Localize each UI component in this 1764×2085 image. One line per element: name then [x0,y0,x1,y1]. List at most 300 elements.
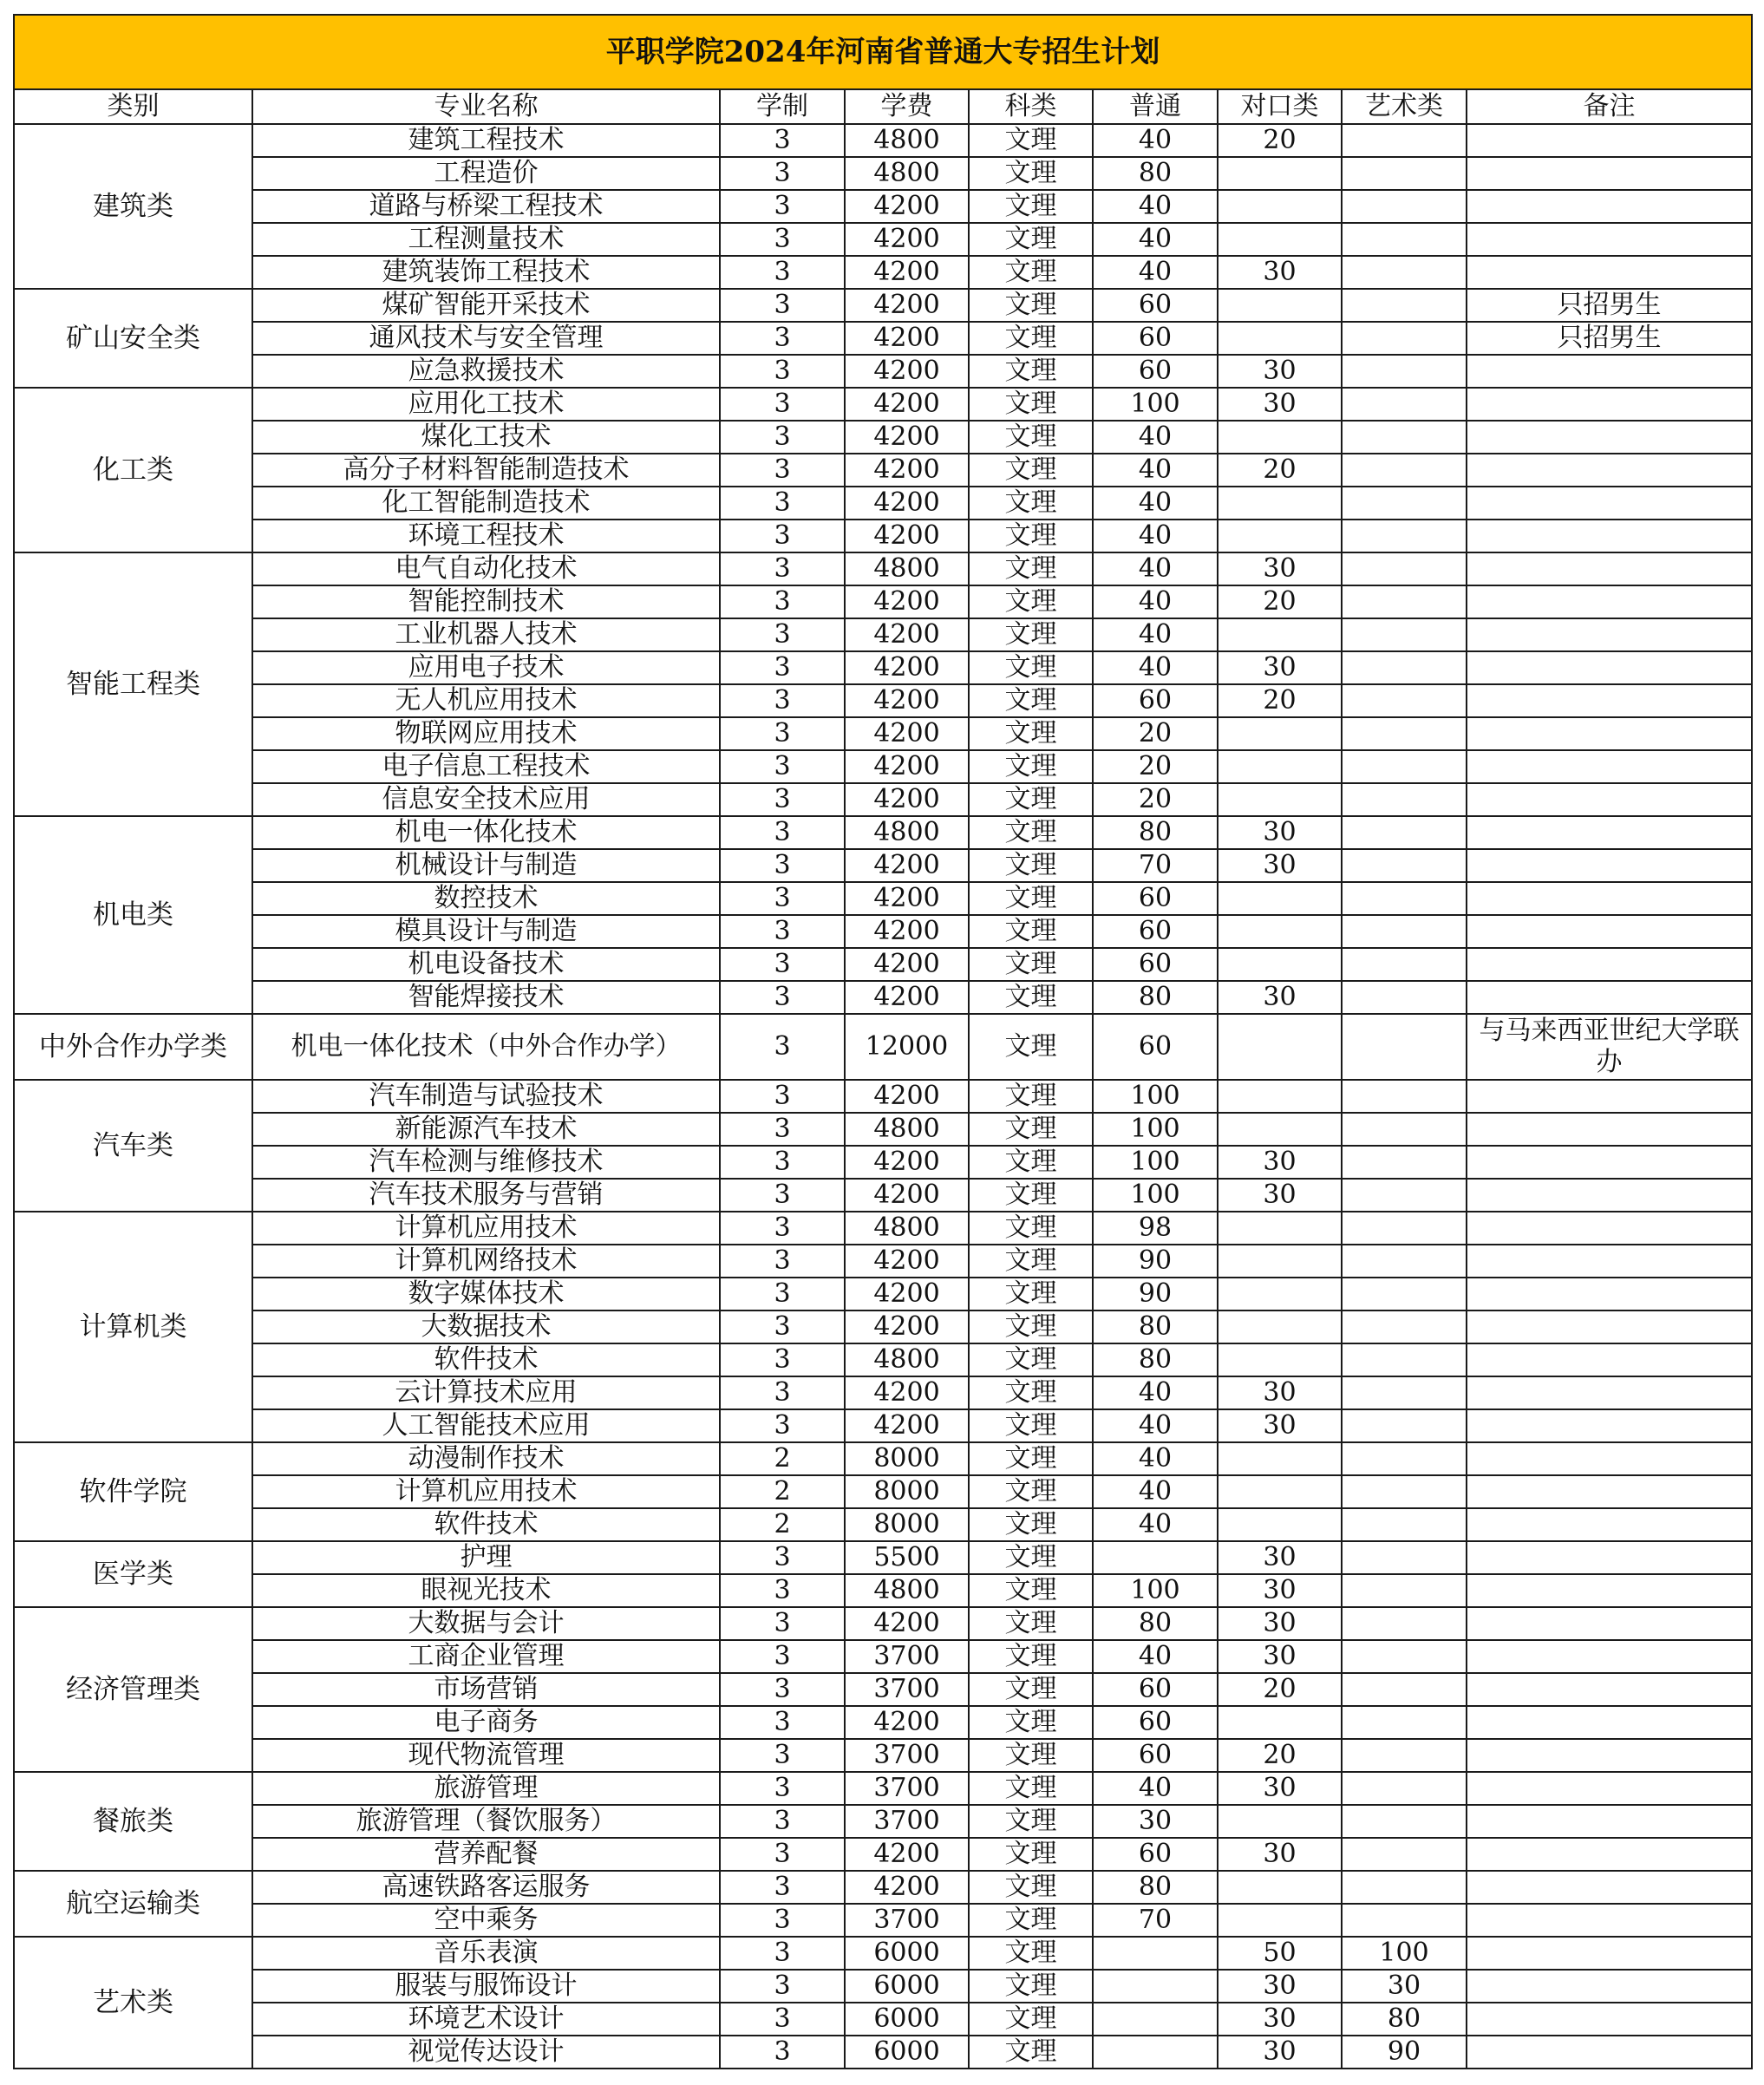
tuition-cell: 3700 [845,1739,969,1772]
duration-cell: 3 [720,882,845,915]
subject-type-cell: 文理 [969,421,1093,454]
regular-quota-cell: 20 [1093,750,1218,783]
regular-quota-cell: 40 [1093,421,1218,454]
major-name-cell: 大数据与会计 [252,1607,720,1640]
tuition-cell: 4200 [845,684,969,717]
tuition-cell: 4800 [845,1212,969,1245]
tuition-cell: 4800 [845,1343,969,1376]
remarks-cell: 只招男生 [1467,289,1752,322]
art-quota-cell [1342,1343,1467,1376]
art-quota-cell [1342,421,1467,454]
table-row [14,1475,1752,1508]
subject-type-cell: 文理 [969,1904,1093,1937]
vocational-quota-cell [1218,750,1342,783]
vocational-quota-cell [1218,322,1342,355]
regular-quota-cell: 40 [1093,520,1218,552]
table-row [14,124,1752,157]
duration-cell: 3 [720,1409,845,1442]
major-name-cell: 物联网应用技术 [252,717,720,750]
regular-quota-cell: 100 [1093,1113,1218,1146]
remarks-cell [1467,1343,1752,1376]
category-cell: 艺术类 [14,1937,252,2069]
remarks-cell [1467,1706,1752,1739]
subject-type-cell: 文理 [969,1574,1093,1607]
table-row [14,1212,1752,1245]
remarks-cell [1467,1805,1752,1838]
subject-type-cell: 文理 [969,618,1093,651]
remarks-cell [1467,1871,1752,1904]
tuition-cell: 6000 [845,1937,969,1970]
tuition-cell: 4200 [845,783,969,816]
duration-cell: 3 [720,1739,845,1772]
subject-type-cell: 文理 [969,1640,1093,1673]
major-name-cell: 信息安全技术应用 [252,783,720,816]
regular-quota-cell: 60 [1093,1739,1218,1772]
art-quota-cell [1342,1838,1467,1871]
vocational-quota-cell [1218,1245,1342,1278]
subject-type-cell: 文理 [969,520,1093,552]
major-name-cell: 应用电子技术 [252,651,720,684]
duration-cell: 2 [720,1475,845,1508]
major-name-cell: 电子商务 [252,1706,720,1739]
subject-type-cell: 文理 [969,388,1093,421]
art-quota-cell [1342,190,1467,223]
remarks-cell [1467,783,1752,816]
vocational-quota-cell [1218,915,1342,948]
remarks-cell [1467,190,1752,223]
duration-cell: 3 [720,223,845,256]
subject-type-cell: 文理 [969,1508,1093,1541]
major-name-cell: 服装与服饰设计 [252,1970,720,2003]
art-quota-cell [1342,1376,1467,1409]
art-quota-cell [1342,915,1467,948]
remarks-cell [1467,981,1752,1014]
art-quota-cell [1342,1080,1467,1113]
subject-type-cell: 文理 [969,1080,1093,1113]
vocational-quota-cell [1218,618,1342,651]
tuition-cell: 4200 [845,651,969,684]
category-cell: 建筑类 [14,124,252,289]
regular-quota-cell: 40 [1093,552,1218,585]
remarks-cell [1467,1080,1752,1113]
regular-quota-cell: 60 [1093,322,1218,355]
category-cell: 机电类 [14,816,252,1014]
regular-quota-cell: 40 [1093,651,1218,684]
major-name-cell: 新能源汽车技术 [252,1113,720,1146]
remarks-cell [1467,1376,1752,1409]
duration-cell: 3 [720,1574,845,1607]
header-remarks: 备注 [1467,89,1752,124]
regular-quota-cell: 40 [1093,585,1218,618]
tuition-cell: 4200 [845,1278,969,1310]
remarks-cell [1467,2003,1752,2036]
vocational-quota-cell [1218,421,1342,454]
category-cell: 计算机类 [14,1212,252,1442]
tuition-cell: 5500 [845,1541,969,1574]
art-quota-cell [1342,948,1467,981]
major-name-cell: 汽车检测与维修技术 [252,1146,720,1179]
header-row [14,89,1752,124]
subject-type-cell: 文理 [969,289,1093,322]
duration-cell: 3 [720,981,845,1014]
major-name-cell: 护理 [252,1541,720,1574]
vocational-quota-cell [1218,1278,1342,1310]
art-quota-cell [1342,454,1467,487]
major-name-cell: 工商企业管理 [252,1640,720,1673]
major-name-cell: 市场营销 [252,1673,720,1706]
major-name-cell: 计算机网络技术 [252,1245,720,1278]
remarks-cell [1467,1574,1752,1607]
major-name-cell: 软件技术 [252,1508,720,1541]
table-row [14,585,1752,618]
table-row [14,915,1752,948]
subject-type-cell: 文理 [969,1871,1093,1904]
art-quota-cell [1342,1772,1467,1805]
subject-type-cell: 文理 [969,322,1093,355]
table-row [14,948,1752,981]
header-regular: 普通 [1093,89,1218,124]
regular-quota-cell [1093,1541,1218,1574]
subject-type-cell: 文理 [969,1673,1093,1706]
major-name-cell: 电子信息工程技术 [252,750,720,783]
major-name-cell: 机电一体化技术 [252,816,720,849]
art-quota-cell [1342,1673,1467,1706]
art-quota-cell [1342,355,1467,388]
vocational-quota-cell [1218,223,1342,256]
art-quota-cell [1342,1212,1467,1245]
art-quota-cell [1342,1014,1467,1080]
major-name-cell: 现代物流管理 [252,1739,720,1772]
table-row [14,1310,1752,1343]
vocational-quota-cell [1218,882,1342,915]
subject-type-cell: 文理 [969,849,1093,882]
tuition-cell: 8000 [845,1508,969,1541]
vocational-quota-cell: 50 [1218,1937,1342,1970]
remarks-cell [1467,717,1752,750]
duration-cell: 3 [720,421,845,454]
header-duration: 学制 [720,89,845,124]
tuition-cell: 4200 [845,1310,969,1343]
art-quota-cell [1342,1706,1467,1739]
tuition-cell: 12000 [845,1014,969,1080]
regular-quota-cell: 40 [1093,1409,1218,1442]
duration-cell: 3 [720,750,845,783]
tuition-cell: 4800 [845,157,969,190]
major-name-cell: 通风技术与安全管理 [252,322,720,355]
duration-cell: 3 [720,1080,845,1113]
tuition-cell: 4200 [845,882,969,915]
tuition-cell: 4200 [845,454,969,487]
vocational-quota-cell [1218,1343,1342,1376]
duration-cell: 3 [720,1970,845,2003]
tuition-cell: 4200 [845,1376,969,1409]
major-name-cell: 无人机应用技术 [252,684,720,717]
vocational-quota-cell: 30 [1218,1607,1342,1640]
remarks-cell [1467,1508,1752,1541]
regular-quota-cell: 40 [1093,454,1218,487]
table-row [14,1508,1752,1541]
remarks-cell [1467,585,1752,618]
table-row [14,783,1752,816]
vocational-quota-cell: 30 [1218,1541,1342,1574]
subject-type-cell: 文理 [969,2003,1093,2036]
duration-cell: 3 [720,157,845,190]
remarks-cell [1467,1278,1752,1310]
subject-type-cell: 文理 [969,1607,1093,1640]
vocational-quota-cell [1218,520,1342,552]
art-quota-cell [1342,1113,1467,1146]
category-cell: 汽车类 [14,1080,252,1212]
art-quota-cell [1342,981,1467,1014]
major-name-cell: 云计算技术应用 [252,1376,720,1409]
regular-quota-cell: 40 [1093,256,1218,289]
vocational-quota-cell [1218,289,1342,322]
enrollment-plan-table [13,14,1753,2069]
tuition-cell: 4200 [845,1409,969,1442]
table-row [14,882,1752,915]
table-row [14,454,1752,487]
tuition-cell: 4200 [845,190,969,223]
vocational-quota-cell: 30 [1218,1772,1342,1805]
tuition-cell: 6000 [845,1970,969,2003]
remarks-cell [1467,1607,1752,1640]
art-quota-cell [1342,124,1467,157]
regular-quota-cell: 80 [1093,816,1218,849]
duration-cell: 2 [720,1508,845,1541]
subject-type-cell: 文理 [969,487,1093,520]
regular-quota-cell: 60 [1093,915,1218,948]
duration-cell: 3 [720,124,845,157]
table-row [14,223,1752,256]
tuition-cell: 4200 [845,1080,969,1113]
tuition-cell: 4200 [845,355,969,388]
major-name-cell: 机械设计与制造 [252,849,720,882]
subject-type-cell: 文理 [969,1541,1093,1574]
art-quota-cell [1342,1475,1467,1508]
table-row [14,1871,1752,1904]
vocational-quota-cell [1218,1014,1342,1080]
tuition-cell: 3700 [845,1640,969,1673]
remarks-cell [1467,1212,1752,1245]
vocational-quota-cell [1218,1212,1342,1245]
vocational-quota-cell: 30 [1218,651,1342,684]
header-vocational: 对口类 [1218,89,1342,124]
regular-quota-cell: 100 [1093,1574,1218,1607]
vocational-quota-cell [1218,783,1342,816]
duration-cell: 2 [720,1442,845,1475]
vocational-quota-cell: 30 [1218,1640,1342,1673]
table-row [14,552,1752,585]
tuition-cell: 4200 [845,585,969,618]
major-name-cell: 汽车技术服务与营销 [252,1179,720,1212]
vocational-quota-cell: 30 [1218,1146,1342,1179]
subject-type-cell: 文理 [969,157,1093,190]
vocational-quota-cell [1218,487,1342,520]
art-quota-cell [1342,1574,1467,1607]
tuition-cell: 4200 [845,1838,969,1871]
remarks-cell [1467,948,1752,981]
art-quota-cell [1342,1278,1467,1310]
category-cell: 医学类 [14,1541,252,1607]
table-row [14,157,1752,190]
art-quota-cell: 30 [1342,1970,1467,2003]
subject-type-cell: 文理 [969,223,1093,256]
regular-quota-cell [1093,1937,1218,1970]
art-quota-cell [1342,1541,1467,1574]
duration-cell: 3 [720,915,845,948]
remarks-cell [1467,1772,1752,1805]
duration-cell: 3 [720,1838,845,1871]
subject-type-cell: 文理 [969,190,1093,223]
major-name-cell: 工程造价 [252,157,720,190]
duration-cell: 3 [720,2036,845,2069]
duration-cell: 3 [720,552,845,585]
duration-cell: 3 [720,1706,845,1739]
vocational-quota-cell: 30 [1218,1970,1342,2003]
subject-type-cell: 文理 [969,1409,1093,1442]
vocational-quota-cell [1218,190,1342,223]
art-quota-cell [1342,256,1467,289]
major-name-cell: 环境工程技术 [252,520,720,552]
tuition-cell: 4800 [845,816,969,849]
art-quota-cell [1342,816,1467,849]
table-row [14,1014,1752,1080]
remarks-cell [1467,355,1752,388]
duration-cell: 3 [720,1278,845,1310]
tuition-cell: 4200 [845,1245,969,1278]
regular-quota-cell: 60 [1093,1706,1218,1739]
subject-type-cell: 文理 [969,948,1093,981]
tuition-cell: 4200 [845,915,969,948]
table-row [14,1343,1752,1376]
remarks-cell [1467,1673,1752,1706]
vocational-quota-cell: 30 [1218,552,1342,585]
major-name-cell: 模具设计与制造 [252,915,720,948]
major-name-cell: 化工智能制造技术 [252,487,720,520]
regular-quota-cell: 40 [1093,1772,1218,1805]
regular-quota-cell: 40 [1093,223,1218,256]
art-quota-cell [1342,1146,1467,1179]
table-row [14,651,1752,684]
regular-quota-cell: 60 [1093,1014,1218,1080]
duration-cell: 3 [720,2003,845,2036]
remarks-cell [1467,1310,1752,1343]
art-quota-cell [1342,717,1467,750]
vocational-quota-cell: 20 [1218,124,1342,157]
remarks-cell [1467,1179,1752,1212]
subject-type-cell: 文理 [969,1442,1093,1475]
vocational-quota-cell: 30 [1218,2036,1342,2069]
major-name-cell: 大数据技术 [252,1310,720,1343]
page-title: 平职学院2024年河南省普通大专招生计划 [14,15,1752,89]
major-name-cell: 建筑装饰工程技术 [252,256,720,289]
tuition-cell: 4200 [845,388,969,421]
art-quota-cell [1342,1739,1467,1772]
remarks-cell [1467,124,1752,157]
art-quota-cell [1342,322,1467,355]
major-name-cell: 建筑工程技术 [252,124,720,157]
regular-quota-cell: 40 [1093,1508,1218,1541]
table-row [14,618,1752,651]
tuition-cell: 4800 [845,1113,969,1146]
table-row [14,1442,1752,1475]
vocational-quota-cell: 30 [1218,1409,1342,1442]
remarks-cell [1467,1970,1752,2003]
art-quota-cell [1342,783,1467,816]
duration-cell: 3 [720,454,845,487]
regular-quota-cell: 100 [1093,1080,1218,1113]
vocational-quota-cell: 30 [1218,816,1342,849]
subject-type-cell: 文理 [969,1739,1093,1772]
subject-type-cell: 文理 [969,1245,1093,1278]
duration-cell: 3 [720,1541,845,1574]
duration-cell: 3 [720,816,845,849]
major-name-cell: 智能控制技术 [252,585,720,618]
category-cell: 餐旅类 [14,1772,252,1871]
major-name-cell: 应急救援技术 [252,355,720,388]
tuition-cell: 4200 [845,981,969,1014]
remarks-cell [1467,157,1752,190]
table-row [14,1838,1752,1871]
art-quota-cell [1342,157,1467,190]
regular-quota-cell: 80 [1093,981,1218,1014]
major-name-cell: 煤矿智能开采技术 [252,289,720,322]
duration-cell: 3 [720,1179,845,1212]
remarks-cell [1467,1409,1752,1442]
art-quota-cell [1342,1508,1467,1541]
subject-type-cell: 文理 [969,256,1093,289]
tuition-cell: 6000 [845,2036,969,2069]
remarks-cell [1467,256,1752,289]
vocational-quota-cell: 20 [1218,585,1342,618]
vocational-quota-cell: 30 [1218,1838,1342,1871]
duration-cell: 3 [720,1871,845,1904]
remarks-cell [1467,1640,1752,1673]
major-name-cell: 计算机应用技术 [252,1475,720,1508]
subject-type-cell: 文理 [969,1179,1093,1212]
art-quota-cell [1342,552,1467,585]
vocational-quota-cell: 30 [1218,388,1342,421]
subject-type-cell: 文理 [969,651,1093,684]
art-quota-cell [1342,1640,1467,1673]
table-row [14,2036,1752,2069]
remarks-cell [1467,520,1752,552]
table-row [14,1937,1752,1970]
table-row [14,1904,1752,1937]
regular-quota-cell: 60 [1093,1838,1218,1871]
art-quota-cell: 90 [1342,2036,1467,2069]
vocational-quota-cell [1218,1706,1342,1739]
duration-cell: 3 [720,190,845,223]
subject-type-cell: 文理 [969,1475,1093,1508]
remarks-cell [1467,816,1752,849]
vocational-quota-cell [1218,1475,1342,1508]
duration-cell: 3 [720,322,845,355]
major-name-cell: 道路与桥梁工程技术 [252,190,720,223]
art-quota-cell [1342,1245,1467,1278]
tuition-cell: 4200 [845,1179,969,1212]
art-quota-cell [1342,1179,1467,1212]
major-name-cell: 数控技术 [252,882,720,915]
table-row [14,981,1752,1014]
header-subject: 科类 [969,89,1093,124]
subject-type-cell: 文理 [969,915,1093,948]
major-name-cell: 软件技术 [252,1343,720,1376]
remarks-cell [1467,882,1752,915]
vocational-quota-cell: 20 [1218,1739,1342,1772]
tuition-cell: 3700 [845,1805,969,1838]
art-quota-cell [1342,849,1467,882]
